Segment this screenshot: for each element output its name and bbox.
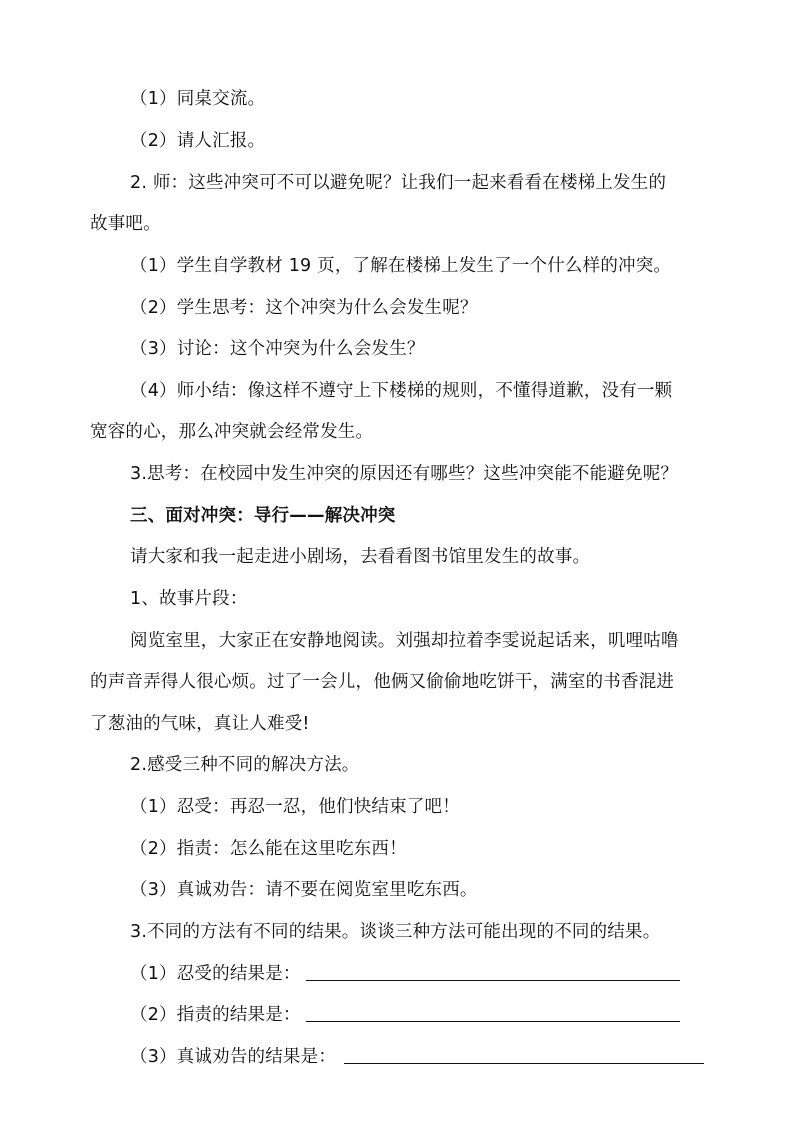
method-blame: （2）指责：怎么能在这里吃东西！ <box>130 839 407 859</box>
teacher-summary-line-2: 宽容的心，那么冲突就会经常发生。 <box>90 422 374 442</box>
story-line-1: 阅览室里，大家正在安静地阅读。刘强却拉着李雯说起话来，叽哩咕噜 <box>130 631 679 651</box>
student-think-item: （2）学生思考：这个冲突为什么会发生呢？ <box>130 298 478 318</box>
teacher-question-line-2: 故事吧。 <box>90 214 161 234</box>
story-fragment-heading: 1、故事片段： <box>130 589 248 609</box>
method-endure: （1）忍受：再忍一忍，他们快结束了吧！ <box>130 797 460 817</box>
methods-heading: 2.感受三种不同的解决方法。 <box>130 755 360 775</box>
results-heading: 3.不同的方法有不同的结果。谈谈三种方法可能出现的不同的结果。 <box>130 922 661 942</box>
story-line-3: 了葱油的气味，真让人难受! <box>90 714 310 734</box>
method-advise: （3）真诚劝告：请不要在阅览室里吃东西。 <box>130 880 478 900</box>
discussion-item: （3）讨论：这个冲突为什么会发生？ <box>130 339 425 359</box>
step-1-exchange: （1）同桌交流。 <box>130 89 266 109</box>
story-line-2: 的声音弄得人很心烦。过了一会儿，他俩又偷偷地吃饼干，满室的书香混进 <box>90 672 675 692</box>
result-blame-label: （2）指责的结果是： <box>130 1005 301 1025</box>
result-advise-blank[interactable] <box>344 1063 704 1064</box>
result-endure-blank[interactable] <box>306 980 680 981</box>
teacher-summary-line-1: （4）师小结：像这样不遵守上下楼梯的规则，不懂得道歉，没有一颗 <box>130 381 673 401</box>
intro-paragraph: 请大家和我一起走进小剧场，去看看图书馆里发生的故事。 <box>130 547 591 567</box>
section-heading: 三、面对冲突：导行——解决冲突 <box>130 506 396 526</box>
step-2-report: （2）请人汇报。 <box>130 131 266 151</box>
result-blame-blank[interactable] <box>306 1021 680 1022</box>
result-endure-label: （1）忍受的结果是： <box>130 964 301 984</box>
self-study-item: （1）学生自学教材 19 页，了解在楼梯上发生了一个什么样的冲突。 <box>130 256 672 276</box>
teacher-question-line-1: 2. 师：这些冲突可不可以避免呢？让我们一起来看看在楼梯上发生的 <box>130 173 667 193</box>
result-advise-label: （3）真诚劝告的结果是： <box>130 1047 337 1067</box>
think-question: 3.思考：在校园中发生冲突的原因还有哪些？这些冲突能不能避免呢？ <box>130 464 679 484</box>
